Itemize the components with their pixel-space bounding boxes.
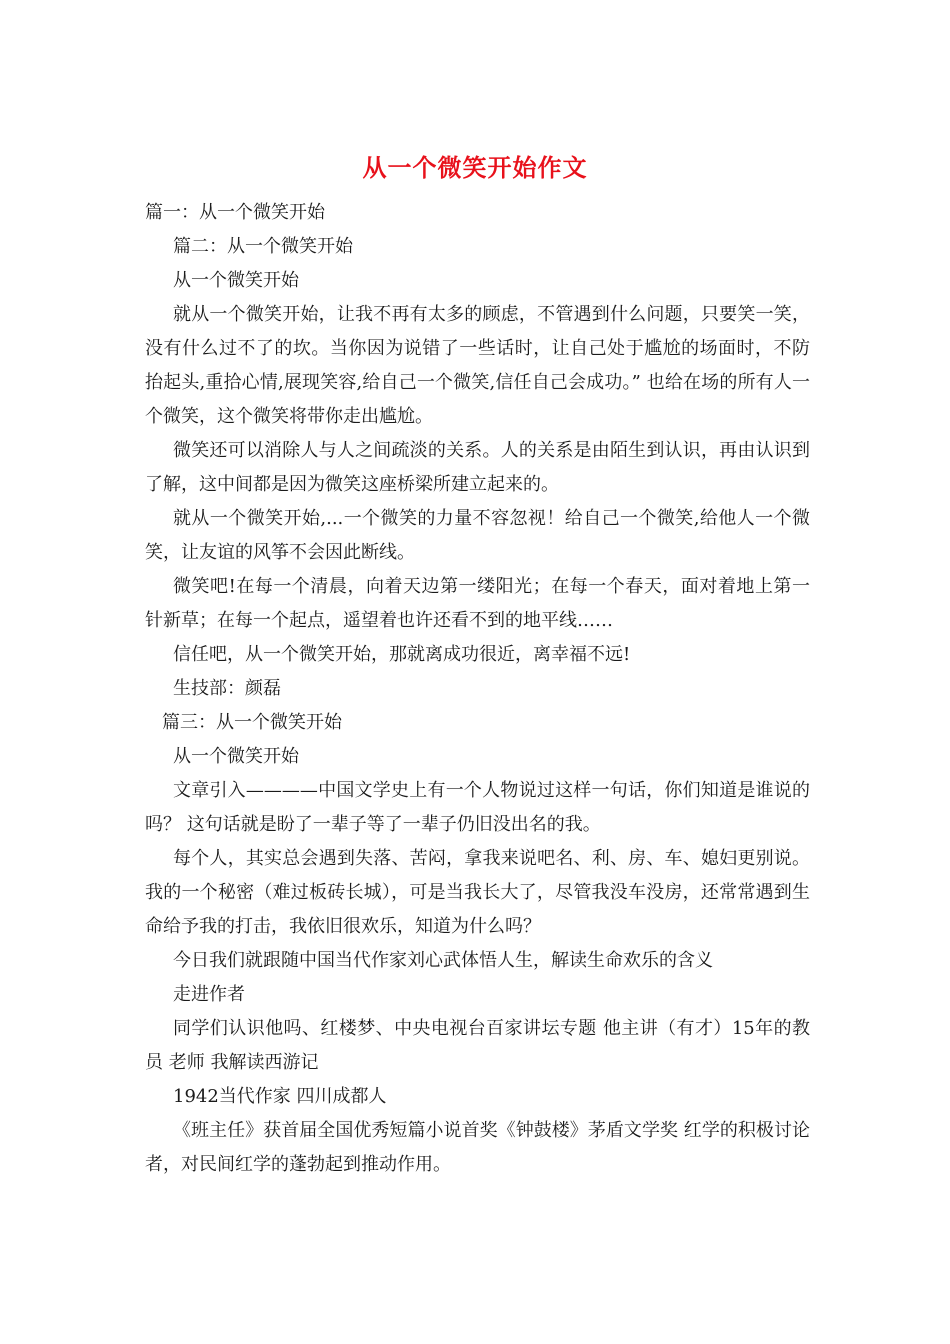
paragraph-subtitle: 从一个微笑开始: [173, 746, 299, 767]
paragraph-section-one-heading: 篇一：从一个微笑开始: [145, 202, 325, 223]
document-title: 从一个微笑开始作文: [362, 153, 588, 182]
paragraph-heading: 走进作者: [173, 984, 245, 1005]
paragraph: 《班主任》获首届全国优秀短篇小说首奖《钟鼓楼》茅盾文学奖 红学的积极讨论者，对民间红学的蓬勃起到推动作用。: [145, 1120, 810, 1175]
paragraph: 就从一个微笑开始，让我不再有太多的顾虑，不管遇到什么问题，只要笑一笑，没有什么过不了的坎。当你因为说错了一些话时，让自己处于尴尬的场面时，不防抬起头,重拾心情,展现笑容,给自己一个微笑,信任自己会成功。” 也给在场的所有人一个微笑，这个微笑将带你走出尴尬。: [145, 304, 810, 427]
paragraph-author: 生技部：颜磊: [173, 678, 281, 699]
paragraph-section-two-heading: 篇二：从一个微笑开始: [173, 236, 353, 257]
document-body: [145, 196, 810, 1182]
paragraph-section-three-heading: 篇三：从一个微笑开始: [162, 712, 342, 733]
paragraph-subtitle: 从一个微笑开始: [173, 270, 299, 291]
paragraph: 每个人，其实总会遇到失落、苦闷，拿我来说吧名、利、房、车、媳妇更别说。我的一个秘密（难过板砖长城），可是当我长大了，尽管我没车没房，还常常遇到生命给予我的打击，我依旧很欢乐，知道为什么吗？: [145, 848, 810, 937]
paragraph: 1942当代作家 四川成都人: [173, 1086, 387, 1107]
paragraph: 同学们认识他吗、红楼梦、中央电视台百家讲坛专题 他主讲（有才）15年的教员 老师 我解读西游记: [145, 1018, 810, 1073]
paragraph: 信任吧，从一个微笑开始，那就离成功很近，离幸福不远!: [173, 644, 631, 665]
paragraph: 微笑还可以消除人与人之间疏淡的关系。人的关系是由陌生到认识，再由认识到了解，这中间都是因为微笑这座桥梁所建立起来的。: [145, 440, 810, 495]
paragraph: 就从一个微笑开始,...一个微笑的力量不容忽视！给自己一个微笑,给他人一个微笑，让友谊的风筝不会因此断线。: [145, 508, 810, 563]
paragraph: 文章引入————中国文学史上有一个人物说过这样一句话，你们知道是谁说的吗？ 这句话就是盼了一辈子等了一辈子仍旧没出名的我。: [145, 780, 810, 835]
paragraph: 微笑吧!在每一个清晨，向着天边第一缕阳光；在每一个春天，面对着地上第一针新草；在每一个起点，遥望着也许还看不到的地平线……: [145, 576, 810, 631]
paragraph: 今日我们就跟随中国当代作家刘心武体悟人生，解读生命欢乐的含义: [173, 950, 713, 971]
